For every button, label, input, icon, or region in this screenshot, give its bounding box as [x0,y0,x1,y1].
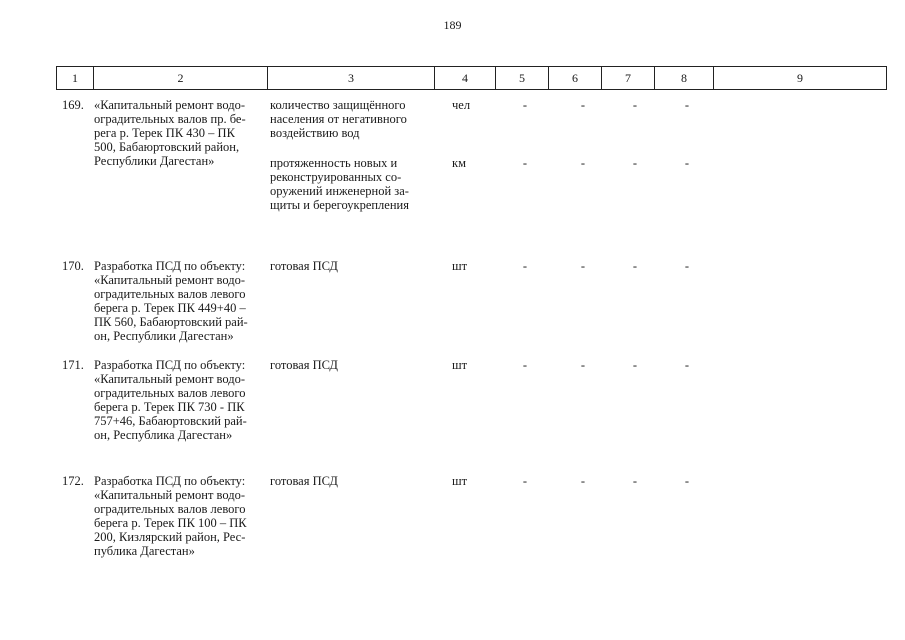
object-line: оградительных валов пр. бе- [94,112,246,126]
page-number: 189 [443,18,462,32]
column-header-4: 4 [435,67,496,90]
object-description [94,358,266,442]
object-line: «Капитальный ремонт водо- [94,488,246,502]
object-line: оградительных валов левого [94,502,246,516]
unit-of-measure: чел [452,98,471,112]
column-header-row [57,67,887,90]
value-col-8: - [684,259,690,273]
indicator-name [270,358,424,372]
indicator-line: протяженность новых и [270,156,398,170]
value-col-7: - [632,259,638,273]
indicator-line: щиты и берегоукрепления [270,198,409,212]
value-col-8: - [684,358,690,372]
value-col-5: - [522,98,528,112]
column-header-8: 8 [655,67,714,90]
object-description [94,98,266,168]
object-line: публика Дагестан» [94,544,195,558]
column-header-2: 2 [94,67,268,90]
value-col-8: - [684,98,690,112]
object-line: «Капитальный ремонт водо- [94,273,246,287]
value-col-6: - [580,98,586,112]
object-line: рега р. Терек ПК 430 – ПК [94,126,235,140]
value-col-6: - [580,259,586,273]
object-line: он, Республики Дагестан» [94,329,234,343]
value-col-6: - [580,474,586,488]
unit-of-measure: шт [452,259,468,273]
object-line: оградительных валов левого [94,287,246,301]
value-col-8: - [684,474,690,488]
row-number: 172. [62,474,84,488]
row-number: 171. [62,358,84,372]
indicator-name [270,98,424,140]
object-line: 757+46, Бабаюртовский рай- [94,414,247,428]
unit-of-measure: км [452,156,466,170]
column-header-9: 9 [714,67,887,90]
object-line: берега р. Терек ПК 100 – ПК [94,516,247,530]
indicator-name [270,259,424,273]
unit-of-measure: шт [452,474,468,488]
indicator-line: готовая ПСД [270,474,338,488]
object-line: «Капитальный ремонт водо- [94,98,246,112]
column-header-7: 7 [602,67,655,90]
object-line: Разработка ПСД по объекту: [94,474,246,488]
indicator-line: готовая ПСД [270,259,338,273]
column-header-table [56,66,887,90]
unit-of-measure: шт [452,358,468,372]
value-col-8: - [684,156,690,170]
column-header-1: 1 [57,67,94,90]
object-line: ПК 560, Бабаюртовский рай- [94,315,248,329]
object-line: берега р. Терек ПК 730 - ПК [94,400,245,414]
value-col-5: - [522,156,528,170]
object-line: Разработка ПСД по объекту: [94,259,246,273]
value-col-5: - [522,358,528,372]
object-line: «Капитальный ремонт водо- [94,372,246,386]
object-line: 200, Кизлярский район, Рес- [94,530,246,544]
indicator-line: оружений инженерной за- [270,184,409,198]
value-col-6: - [580,358,586,372]
indicator-line: готовая ПСД [270,358,338,372]
value-col-7: - [632,98,638,112]
object-line: берега р. Терек ПК 449+40 – [94,301,246,315]
object-line: оградительных валов левого [94,386,246,400]
column-header-5: 5 [496,67,549,90]
row-number: 170. [62,259,84,273]
value-col-6: - [580,156,586,170]
object-line: он, Республика Дагестан» [94,428,233,442]
object-line: 500, Бабаюртовский район, [94,140,240,154]
object-line: Республики Дагестан» [94,154,215,168]
value-col-5: - [522,259,528,273]
column-header-6: 6 [549,67,602,90]
indicator-name [270,156,424,212]
value-col-7: - [632,474,638,488]
indicator-line: количество защищённого [270,98,406,112]
object-description [94,474,266,558]
indicator-line: воздействию вод [270,126,360,140]
object-line: Разработка ПСД по объекту: [94,358,246,372]
indicator-line: реконструированных со- [270,170,402,184]
row-number: 169. [62,98,84,112]
value-col-7: - [632,156,638,170]
column-header-3: 3 [268,67,435,90]
value-col-5: - [522,474,528,488]
indicator-line: населения от негативного [270,112,407,126]
value-col-7: - [632,358,638,372]
object-description [94,259,266,343]
indicator-name [270,474,424,488]
